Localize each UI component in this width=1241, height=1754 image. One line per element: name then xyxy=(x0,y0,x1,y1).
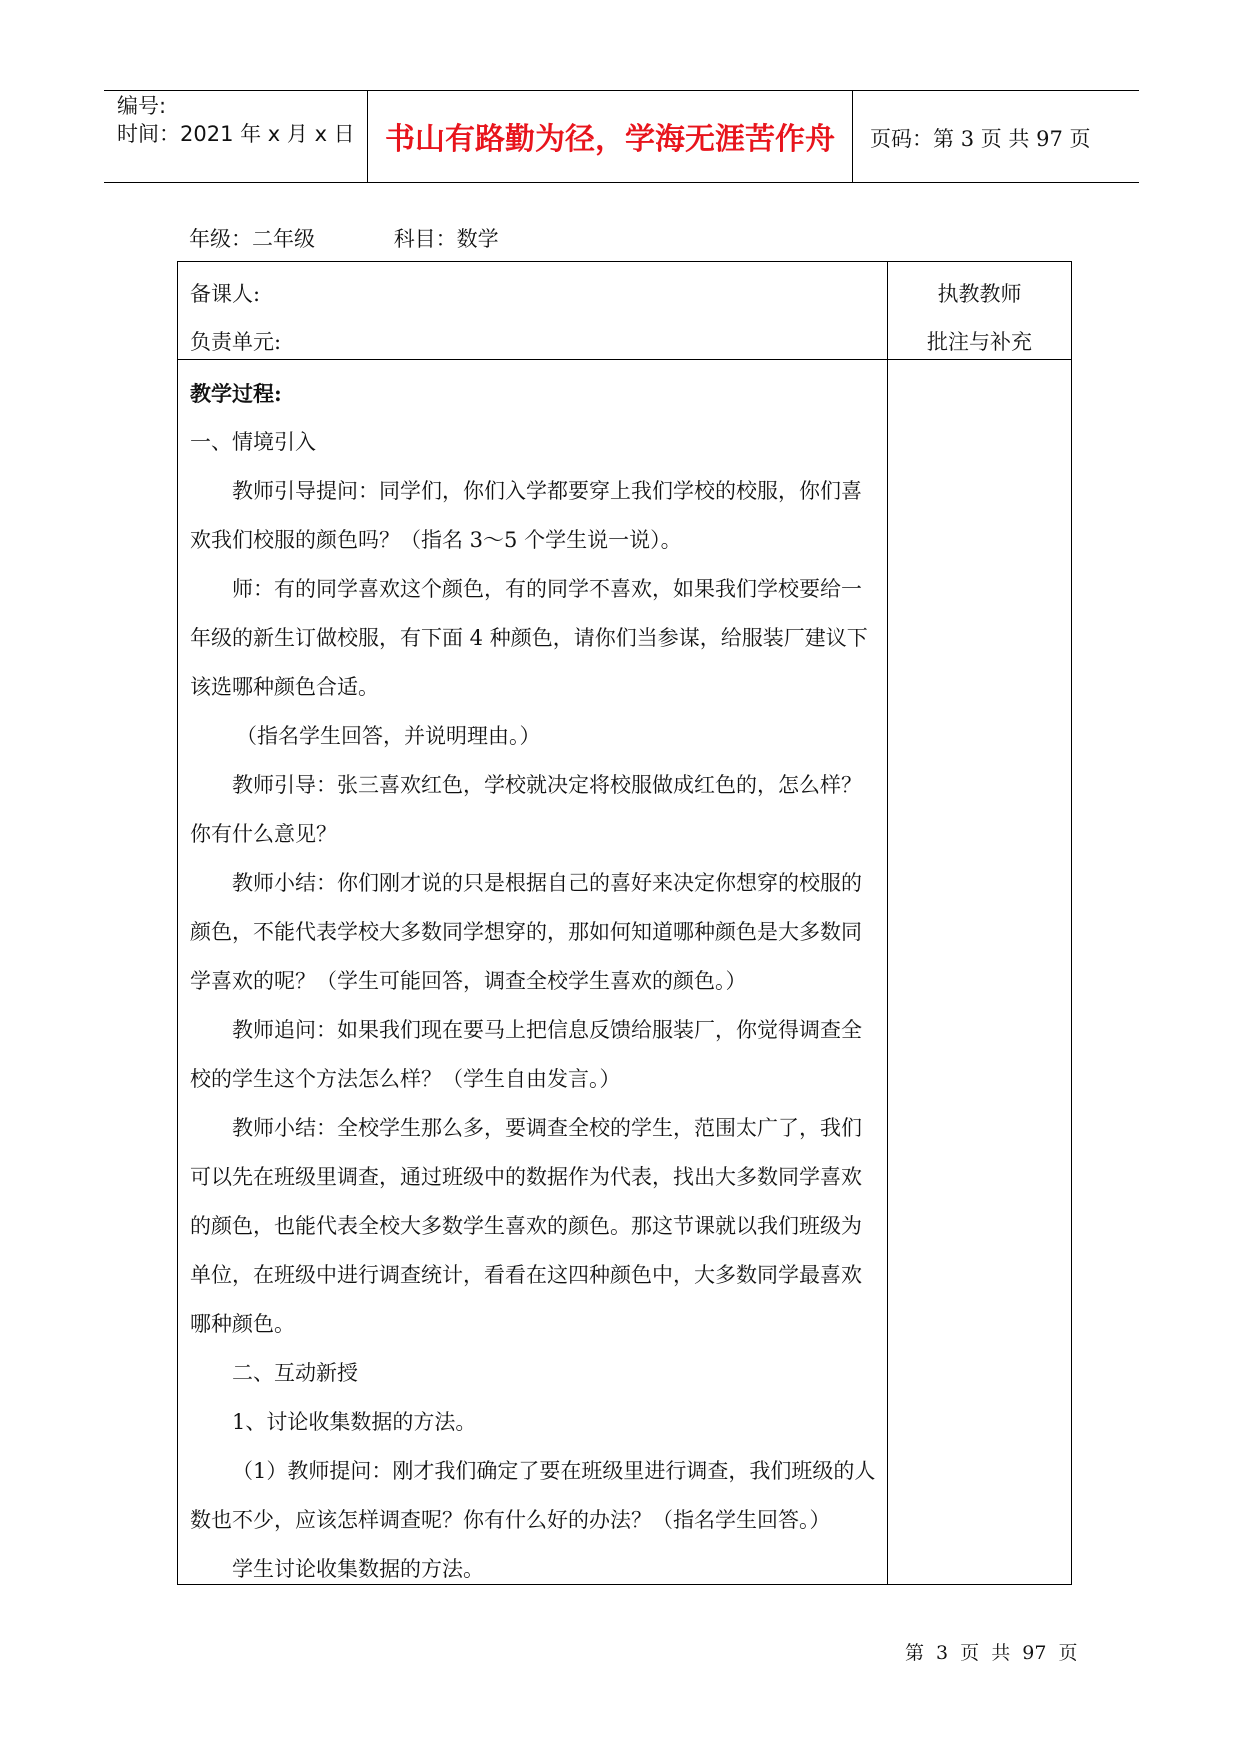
paragraph: 教师追问：如果我们现在要马上把信息反馈给服装厂，你觉得调查全校的学生这个方法怎么样？（学生自由发言。） xyxy=(190,1018,862,1091)
header-page-prefix: 页码：第 xyxy=(870,127,954,151)
header-page-mid: 页 共 xyxy=(980,127,1030,151)
page-footer: 第 3 页 共 97 页 xyxy=(905,1642,1078,1664)
preparer-label: 备课人: xyxy=(190,282,261,306)
unit-label: 负责单元: xyxy=(190,330,282,354)
paragraph: 师：有的同学喜欢这个颜色，有的同学不喜欢，如果我们学校要给一年级的新生订做校服，有下面 4 种颜色，请你们当参谋，给服装厂建议下该选哪种颜色合适。 xyxy=(190,577,868,699)
paragraph: （1）教师提问：刚才我们确定了要在班级里进行调查，我们班级的人数也不少，应该怎样调查呢？你有什么好的办法？（指名学生回答。） xyxy=(190,1459,876,1532)
paragraph: 教师引导：张三喜欢红色，学校就决定将校服做成红色的，怎么样？你有什么意见？ xyxy=(190,773,862,846)
header-divider-left xyxy=(367,90,368,182)
paragraph: 教师小结：你们刚才说的只是根据自己的喜好来决定你想穿的校服的颜色，不能代表学校大多数同学想穿的，那如何知道哪种颜色是大多数同学喜欢的呢？（学生可能回答，调查全校学生喜欢的颜色。） xyxy=(190,871,862,993)
paragraph: 一、情境引入 xyxy=(190,430,316,454)
table-header-left xyxy=(190,270,281,366)
header-divider-right xyxy=(852,90,853,182)
paragraph: 二、互动新授 xyxy=(232,1361,358,1385)
header-page-number xyxy=(870,123,1091,153)
paragraph: （指名学生回答，并说明理由。） xyxy=(236,724,541,748)
header-time-label: 时间：2021 年 x 月 x 日 xyxy=(117,122,355,146)
table-column-divider xyxy=(887,261,888,1585)
paragraph: 教师小结：全校学生那么多，要调查全校的学生，范围太广了，我们可以先在班级里调查，通过班级中的数据作为代表，找出大多数同学喜欢的颜色，也能代表全校大多数学生喜欢的颜色。那这节课就以我们班级为单位，在班级中进行调查统计，看看在这四种颜色中，大多数同学最喜欢哪种颜色。 xyxy=(190,1116,862,1336)
paragraph: 教师引导提问：同学们，你们入学都要穿上我们学校的校服，你们喜欢我们校服的颜色吗？（指名 3～5 个学生说一说）。 xyxy=(190,479,862,552)
header-info xyxy=(117,92,355,148)
paragraph: 1、讨论收集数据的方法。 xyxy=(232,1410,477,1434)
header-page-current: 3 xyxy=(960,127,975,151)
header-page-total: 97 xyxy=(1036,127,1063,151)
meta-line xyxy=(189,223,499,253)
section-title: 教学过程: xyxy=(190,381,282,406)
paragraph: 学生讨论收集数据的方法。 xyxy=(232,1557,484,1581)
header-bottom-rule xyxy=(104,182,1139,183)
teacher-column-subtitle: 批注与补充 xyxy=(927,330,1032,354)
header-top-rule xyxy=(104,90,1139,91)
subject-label: 科目：数学 xyxy=(393,227,499,251)
teacher-column-title: 执教教师 xyxy=(937,282,1022,306)
grade-label: 年级：二年级 xyxy=(189,227,315,251)
header-number-label: 编号: xyxy=(117,94,167,118)
header-page-suffix: 页 xyxy=(1069,127,1091,151)
table-header-right xyxy=(888,270,1071,366)
lesson-content xyxy=(190,369,880,1594)
header-motto: 书山有路勤为径，学海无涯苦作舟 xyxy=(385,122,835,157)
